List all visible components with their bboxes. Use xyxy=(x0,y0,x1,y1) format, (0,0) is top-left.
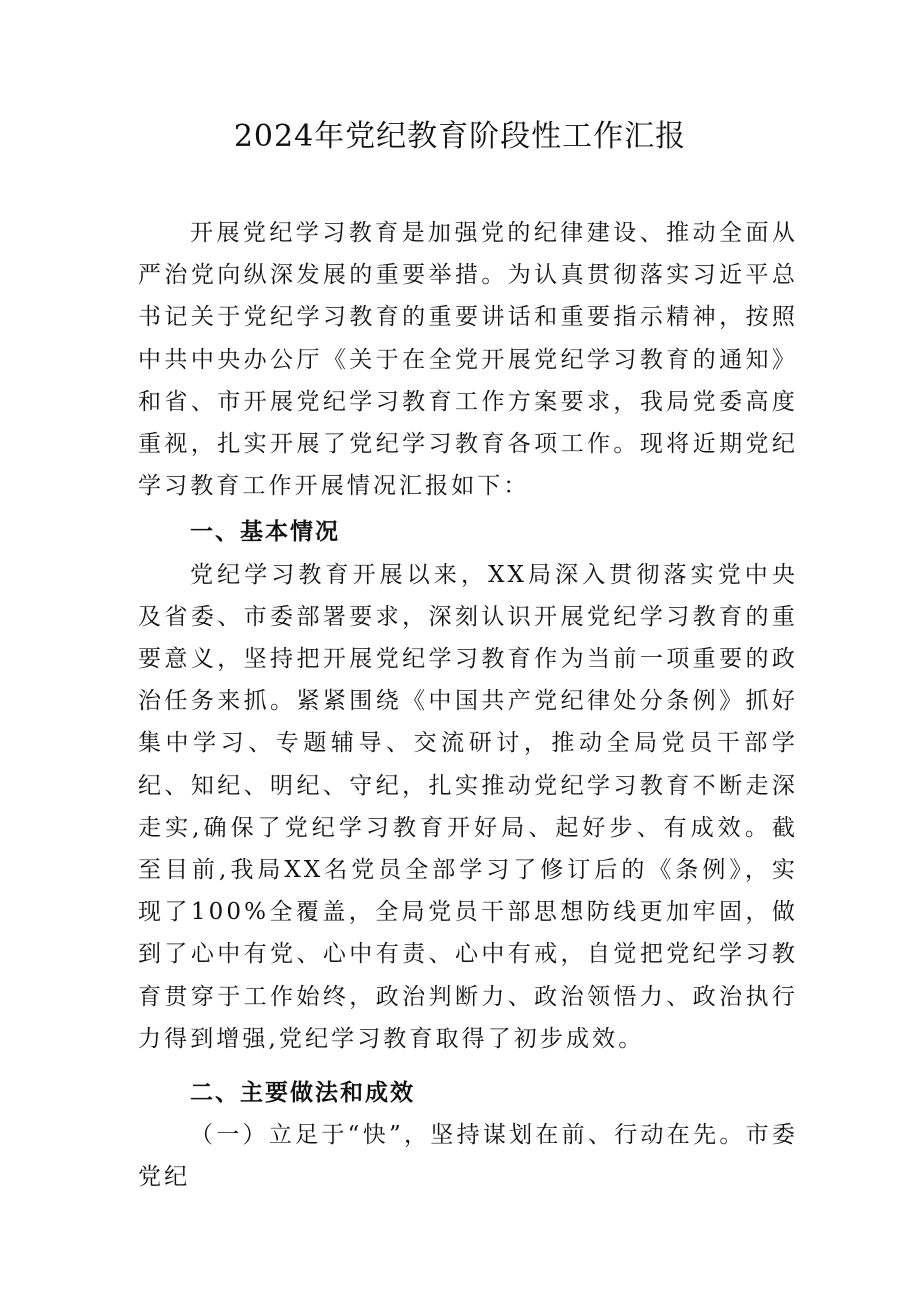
document-body xyxy=(138,212,798,1199)
section-heading-basic-situation: 一、基本情况 xyxy=(190,519,340,546)
document-title: 2024年党纪教育阶段性工作汇报 xyxy=(233,119,687,154)
basic-situation-paragraph: 党纪学习教育开展以来，XX局深入贯彻落实党中央及省委、市委部署要求，深刻认识开展党纪学习教育的重要意义，坚持把开展党纪学习教育作为当前一项重要的政治任务来抓。紧紧围绕《中国共产党纪律处分条例》抓好集中学习、专题辅导、交流研讨，推动全局党员干部学纪、知纪、明纪、守纪，扎实推动党纪学习教育不断走深走实,确保了党纪学习教育开好局、起好步、有成效。截至目前,我局XX名党员全部学习了修订后的《条例》，实现了100%全覆盖，全局党员干部思想防线更加牢固，做到了心中有党、心中有责、心中有戒，自觉把党纪学习教育贯穿于工作始终，政治判断力、政治领悟力、政治执行力得到增强,党纪学习教育取得了初步成效。 xyxy=(138,561,798,1052)
main-practices-paragraph: （一）立足于“快”，坚持谋划在前、行动在先。市委党纪 xyxy=(138,1122,798,1191)
section-heading-main-practices: 二、主要做法和成效 xyxy=(190,1080,415,1107)
intro-paragraph: 开展党纪学习教育是加强党的纪律建设、推动全面从严治党向纵深发展的重要举措。为认真贯彻落实习近平总书记关于党纪学习教育的重要讲话和重要指示精神，按照中共中央办公厅《关于在全党开展党纪学习教育的通知》和省、市开展党纪学习教育工作方案要求，我局党委高度重视，扎实开展了党纪学习教育各项工作。现将近期党纪学习教育工作开展情况汇报如下： xyxy=(138,220,798,500)
